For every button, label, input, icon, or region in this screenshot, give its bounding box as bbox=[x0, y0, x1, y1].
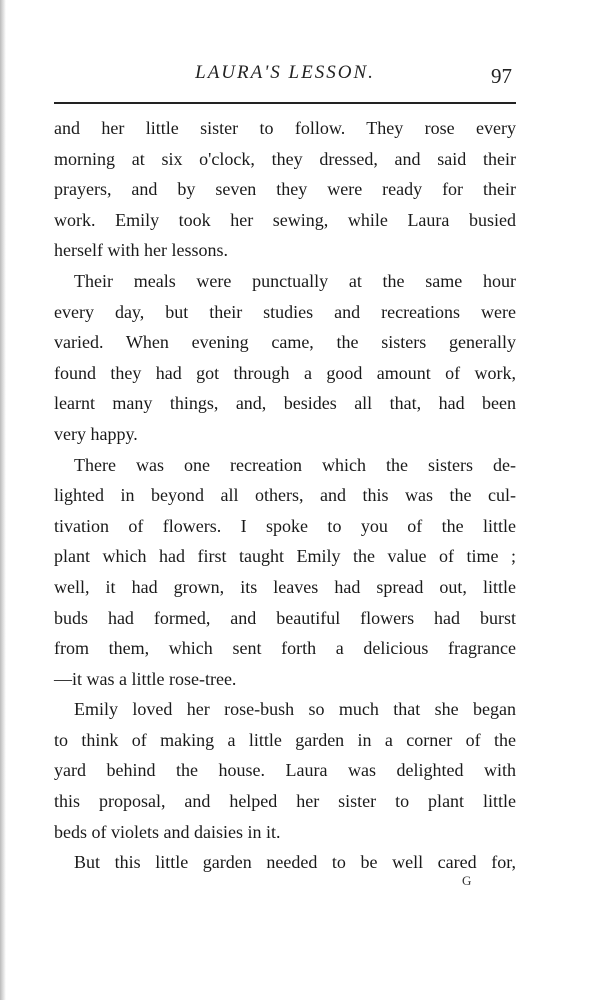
header-rule bbox=[54, 102, 516, 104]
text-line: well, it had grown, its leaves had spread out, little bbox=[54, 576, 516, 597]
text-line: work. Emily took her sewing, while Laura busied bbox=[54, 209, 516, 230]
text-line: from them, which sent forth a delicious fragrance bbox=[54, 638, 516, 659]
page-number: 97 bbox=[491, 64, 512, 88]
text-line: yard behind the house. Laura was delighted with bbox=[54, 760, 516, 781]
text-line: this proposal, and helped her sister to plant little bbox=[54, 791, 516, 812]
text-line: lighted in beyond all others, and this was the cul- bbox=[54, 485, 516, 506]
text-line: —it was a little rose-tree. bbox=[54, 668, 237, 689]
text-line: learnt many things, and, besides all that, had been bbox=[54, 393, 516, 414]
text-line: very happy. bbox=[54, 423, 138, 444]
text-line: Their meals were punctually at the same hour bbox=[74, 270, 516, 291]
signature-mark: G bbox=[462, 873, 472, 888]
text-line: to think of making a little garden in a corner of the bbox=[54, 729, 516, 750]
text-line: found they had got through a good amount of work, bbox=[54, 362, 516, 383]
body-text bbox=[54, 113, 516, 878]
text-line: varied. When evening came, the sisters generally bbox=[54, 332, 516, 353]
text-line: morning at six o'clock, they dressed, and said their bbox=[54, 148, 516, 169]
text-line: beds of violets and daisies in it. bbox=[54, 821, 281, 842]
page-edge-shadow bbox=[0, 0, 6, 1000]
text-line: tivation of flowers. I spoke to you of the little bbox=[54, 515, 516, 536]
text-line: There was one recreation which the sisters de- bbox=[74, 454, 516, 475]
running-head bbox=[54, 62, 516, 92]
text-line: every day, but their studies and recreations were bbox=[54, 301, 516, 322]
text-line: prayers, and by seven they were ready for their bbox=[54, 179, 516, 200]
text-line: plant which had first taught Emily the value of time ; bbox=[54, 546, 516, 567]
text-line: herself with her lessons. bbox=[54, 240, 228, 261]
text-line: and her little sister to follow. They rose every bbox=[54, 118, 516, 138]
running-title: LAURA'S LESSON. bbox=[195, 62, 375, 83]
text-line: Emily loved her rose-bush so much that she began bbox=[74, 699, 516, 720]
text-line: buds had formed, and beautiful flowers had burst bbox=[54, 607, 516, 628]
text-line: But this little garden needed to be well cared for, bbox=[74, 852, 516, 873]
